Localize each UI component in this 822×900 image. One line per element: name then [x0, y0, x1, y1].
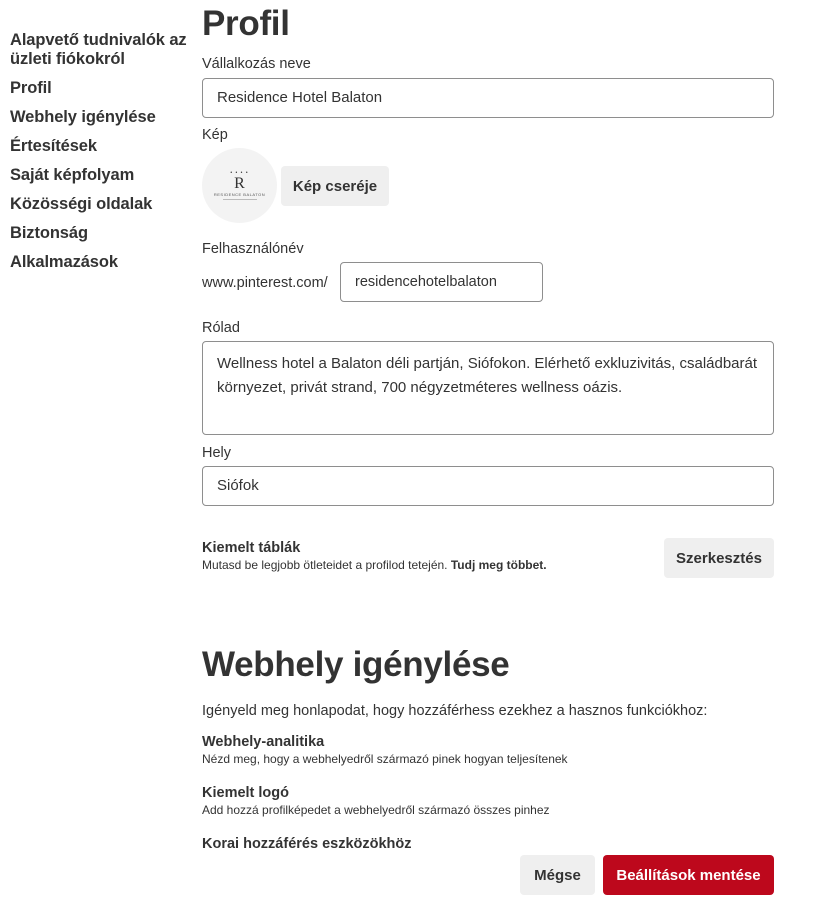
about-textarea[interactable]: Wellness hotel a Balaton déli partján, Siófokon. Elérhető exkluzivitás, családbarát környezet, privát strand, 700 négyzetméteres wellness oázis. — [202, 341, 774, 435]
username-label: Felhasználónév — [202, 241, 304, 257]
settings-sidebar — [10, 31, 195, 282]
edit-featured-boards-button[interactable]: Szerkesztés — [664, 538, 774, 578]
logo-brand-text: RESIDENCE BALATON — [213, 192, 266, 197]
learn-more-link[interactable]: Tudj meg többet. — [450, 558, 547, 572]
sidebar-item-apps[interactable]: Alkalmazások — [10, 253, 118, 271]
logo-divider — [223, 199, 257, 200]
feature-title-early-access: Korai hozzáférés eszközökhöz — [202, 836, 412, 848]
sidebar-item-security[interactable]: Biztonság — [10, 224, 88, 242]
sidebar-item-profile[interactable]: Profil — [10, 79, 52, 97]
username-input[interactable]: residencehotelbalaton — [340, 262, 543, 302]
featured-boards-title: Kiemelt táblák — [202, 540, 301, 556]
business-name-input[interactable]: Residence Hotel Balaton — [202, 78, 774, 118]
feature-desc-analytics: Nézd meg, hogy a webhelyedről származó pinek hogyan teljesítenek — [202, 752, 568, 766]
logo-letter: R — [234, 175, 245, 192]
sidebar-item-social-networks[interactable]: Közösségi oldalak — [10, 195, 153, 213]
image-label: Kép — [202, 127, 228, 143]
avatar — [202, 148, 277, 223]
cancel-button[interactable]: Mégse — [520, 855, 595, 895]
about-label: Rólad — [202, 320, 240, 336]
feature-title-logo: Kiemelt logó — [202, 785, 290, 801]
settings-main — [202, 0, 774, 848]
sidebar-item-home-feed[interactable]: Saját képfolyam — [10, 166, 135, 184]
location-input[interactable]: Siófok — [202, 466, 774, 506]
featured-boards-description-text: Mutasd be legjobb ötleteidet a profilod tetején. — [202, 558, 451, 572]
change-image-button[interactable]: Kép cseréje — [281, 166, 389, 206]
sidebar-item-business-basics[interactable]: Alapvető tudnivalók az üzleti fiókokról — [10, 31, 187, 68]
sidebar-item-notifications[interactable]: Értesítések — [10, 137, 97, 155]
claim-website-intro: Igényeld meg honlapodat, hogy hozzáférhess ezekhez a hasznos funkciókhoz: — [202, 703, 708, 719]
feature-desc-logo: Add hozzá profilképedet a webhelyedről származó összes pinhez — [202, 803, 550, 817]
featured-boards-description — [202, 558, 547, 572]
url-prefix: www.pinterest.com/ — [202, 275, 328, 291]
crown-icon: • • • • — [230, 170, 249, 176]
business-name-label: Vállalkozás neve — [202, 56, 311, 72]
sidebar-item-claim-website[interactable]: Webhely igénylése — [10, 108, 156, 126]
location-label: Hely — [202, 445, 232, 461]
claim-website-title: Webhely igénylése — [202, 645, 510, 684]
feature-title-analytics: Webhely-analitika — [202, 734, 325, 750]
page-title: Profil — [202, 4, 290, 43]
save-settings-button[interactable]: Beállítások mentése — [603, 855, 774, 895]
